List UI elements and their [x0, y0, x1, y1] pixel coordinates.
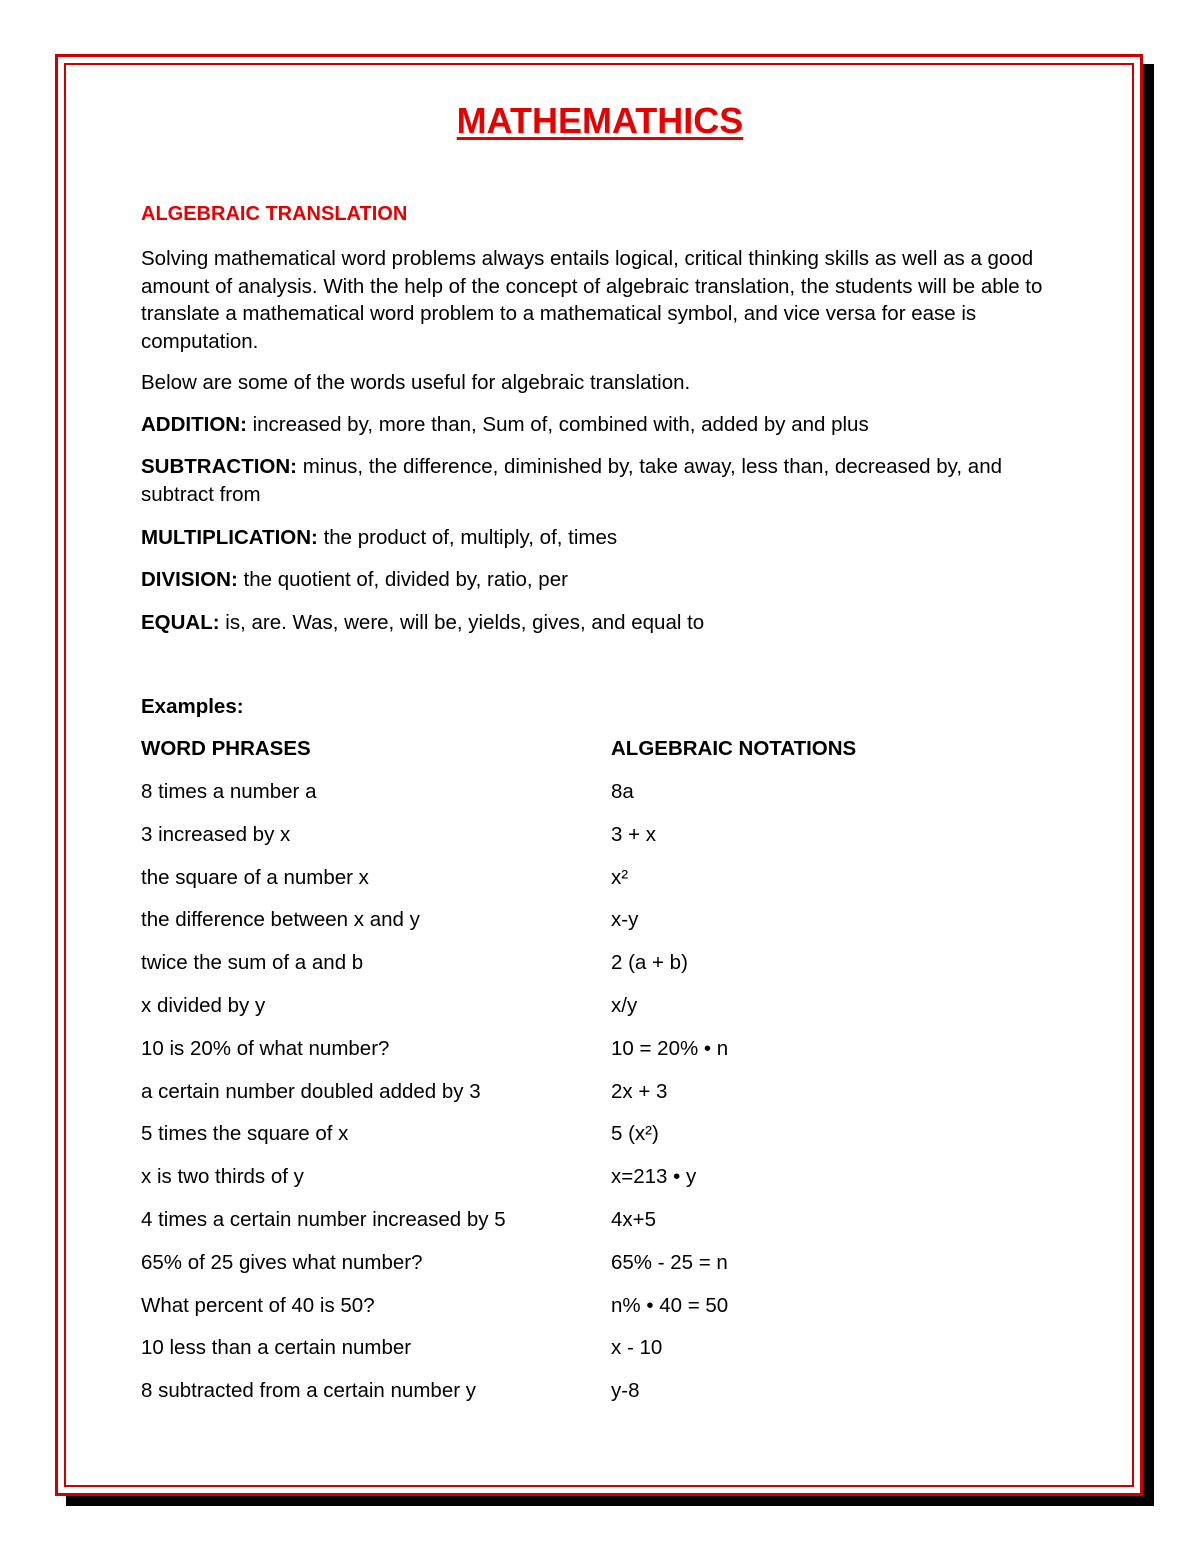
algebraic-notation: x=213 • y	[611, 1165, 697, 1189]
word-phrase: 65% of 25 gives what number?	[141, 1250, 423, 1274]
algebraic-notation: 2x + 3	[611, 1079, 668, 1103]
algebraic-notation: 10 = 20% • n	[611, 1036, 729, 1060]
algebraic-notation: x²	[611, 865, 629, 889]
division-text: the quotient of, divided by, ratio, per	[237, 568, 568, 591]
algebraic-notation: 5 (x²)	[611, 1122, 659, 1146]
table-row	[141, 1037, 1071, 1080]
examples-table	[141, 780, 1071, 1422]
section-heading: ALGEBRAIC TRANSLATION	[141, 203, 408, 225]
algebraic-notation: 8a	[611, 780, 634, 803]
table-row	[141, 1336, 1071, 1379]
table-row	[141, 780, 1071, 823]
word-phrase: the square of a number x	[141, 865, 369, 889]
word-phrase: What percent of 40 is 50?	[141, 1293, 375, 1317]
subtraction-text: minus, the difference, diminished by, take away, less than, decreased by, and subtract from	[141, 455, 1003, 506]
below-paragraph: Below are some of the words useful for algebraic translation.	[141, 371, 691, 394]
multiplication-paragraph	[141, 524, 1071, 552]
table-row	[141, 823, 1071, 866]
algebraic-notation: y-8	[611, 1379, 640, 1403]
word-phrase: 4 times a certain number increased by 5	[141, 1207, 506, 1231]
word-phrase: the difference between x and y	[141, 908, 420, 932]
algebraic-notation: n% • 40 = 50	[611, 1293, 729, 1317]
word-phrase: 8 times a number a	[141, 780, 317, 803]
table-row	[141, 1122, 1071, 1165]
algebraic-notation: 2 (a + b)	[611, 951, 688, 975]
examples-label: Examples:	[141, 695, 244, 718]
algebraic-notation: x - 10	[611, 1336, 663, 1360]
division-label: DIVISION:	[141, 568, 238, 591]
addition-paragraph	[141, 411, 1071, 439]
column-header-algebraic-notations: ALGEBRAIC NOTATIONS	[611, 737, 857, 760]
table-row	[141, 1379, 1071, 1422]
algebraic-notation: 4x+5	[611, 1207, 657, 1231]
table-row	[141, 1080, 1071, 1123]
table-row	[141, 951, 1071, 994]
table-row	[141, 994, 1071, 1037]
column-header-word-phrases: WORD PHRASES	[141, 737, 311, 760]
multiplication-text: the product of, multiply, of, times	[317, 526, 618, 549]
equal-text: is, are. Was, were, will be, yields, gives, and equal to	[219, 611, 705, 634]
algebraic-notation: x/y	[611, 993, 638, 1017]
subtraction-label: SUBTRACTION:	[141, 455, 298, 478]
algebraic-notation: x-y	[611, 908, 639, 932]
intro-paragraph: Solving mathematical word problems always entails logical, critical thinking skills as well as a good amount of analysis. With the help of the concept of algebraic translation, the students will be able to translate a mathematical word problem to a mathematical symbol, and vice versa for ease is computation.	[141, 247, 1043, 353]
multiplication-label: MULTIPLICATION:	[141, 526, 318, 549]
algebraic-notation: 65% - 25 = n	[611, 1250, 728, 1274]
division-paragraph	[141, 566, 1071, 594]
word-phrase: 3 increased by x	[141, 822, 291, 846]
word-phrase: x is two thirds of y	[141, 1165, 304, 1189]
word-phrase: 5 times the square of x	[141, 1122, 349, 1146]
equal-paragraph	[141, 609, 1071, 637]
word-phrase: twice the sum of a and b	[141, 951, 364, 975]
equal-label: EQUAL:	[141, 611, 220, 634]
word-phrase: a certain number doubled added by 3	[141, 1079, 481, 1103]
table-row	[141, 1165, 1071, 1208]
table-row	[141, 866, 1071, 909]
addition-label: ADDITION:	[141, 413, 247, 436]
algebraic-notation: 3 + x	[611, 822, 657, 846]
table-row	[141, 1251, 1071, 1294]
word-phrase: x divided by y	[141, 993, 266, 1017]
table-row	[141, 908, 1071, 951]
table-row	[141, 1208, 1071, 1251]
addition-text: increased by, more than, Sum of, combined with, added by and plus	[246, 413, 869, 436]
word-phrase: 10 less than a certain number	[141, 1336, 412, 1360]
subtraction-paragraph	[141, 453, 1071, 508]
word-phrase: 10 is 20% of what number?	[141, 1036, 390, 1060]
table-row	[141, 1294, 1071, 1337]
word-phrase: 8 subtracted from a certain number y	[141, 1379, 476, 1403]
page-title: MATHEMATHICS	[456, 100, 744, 141]
